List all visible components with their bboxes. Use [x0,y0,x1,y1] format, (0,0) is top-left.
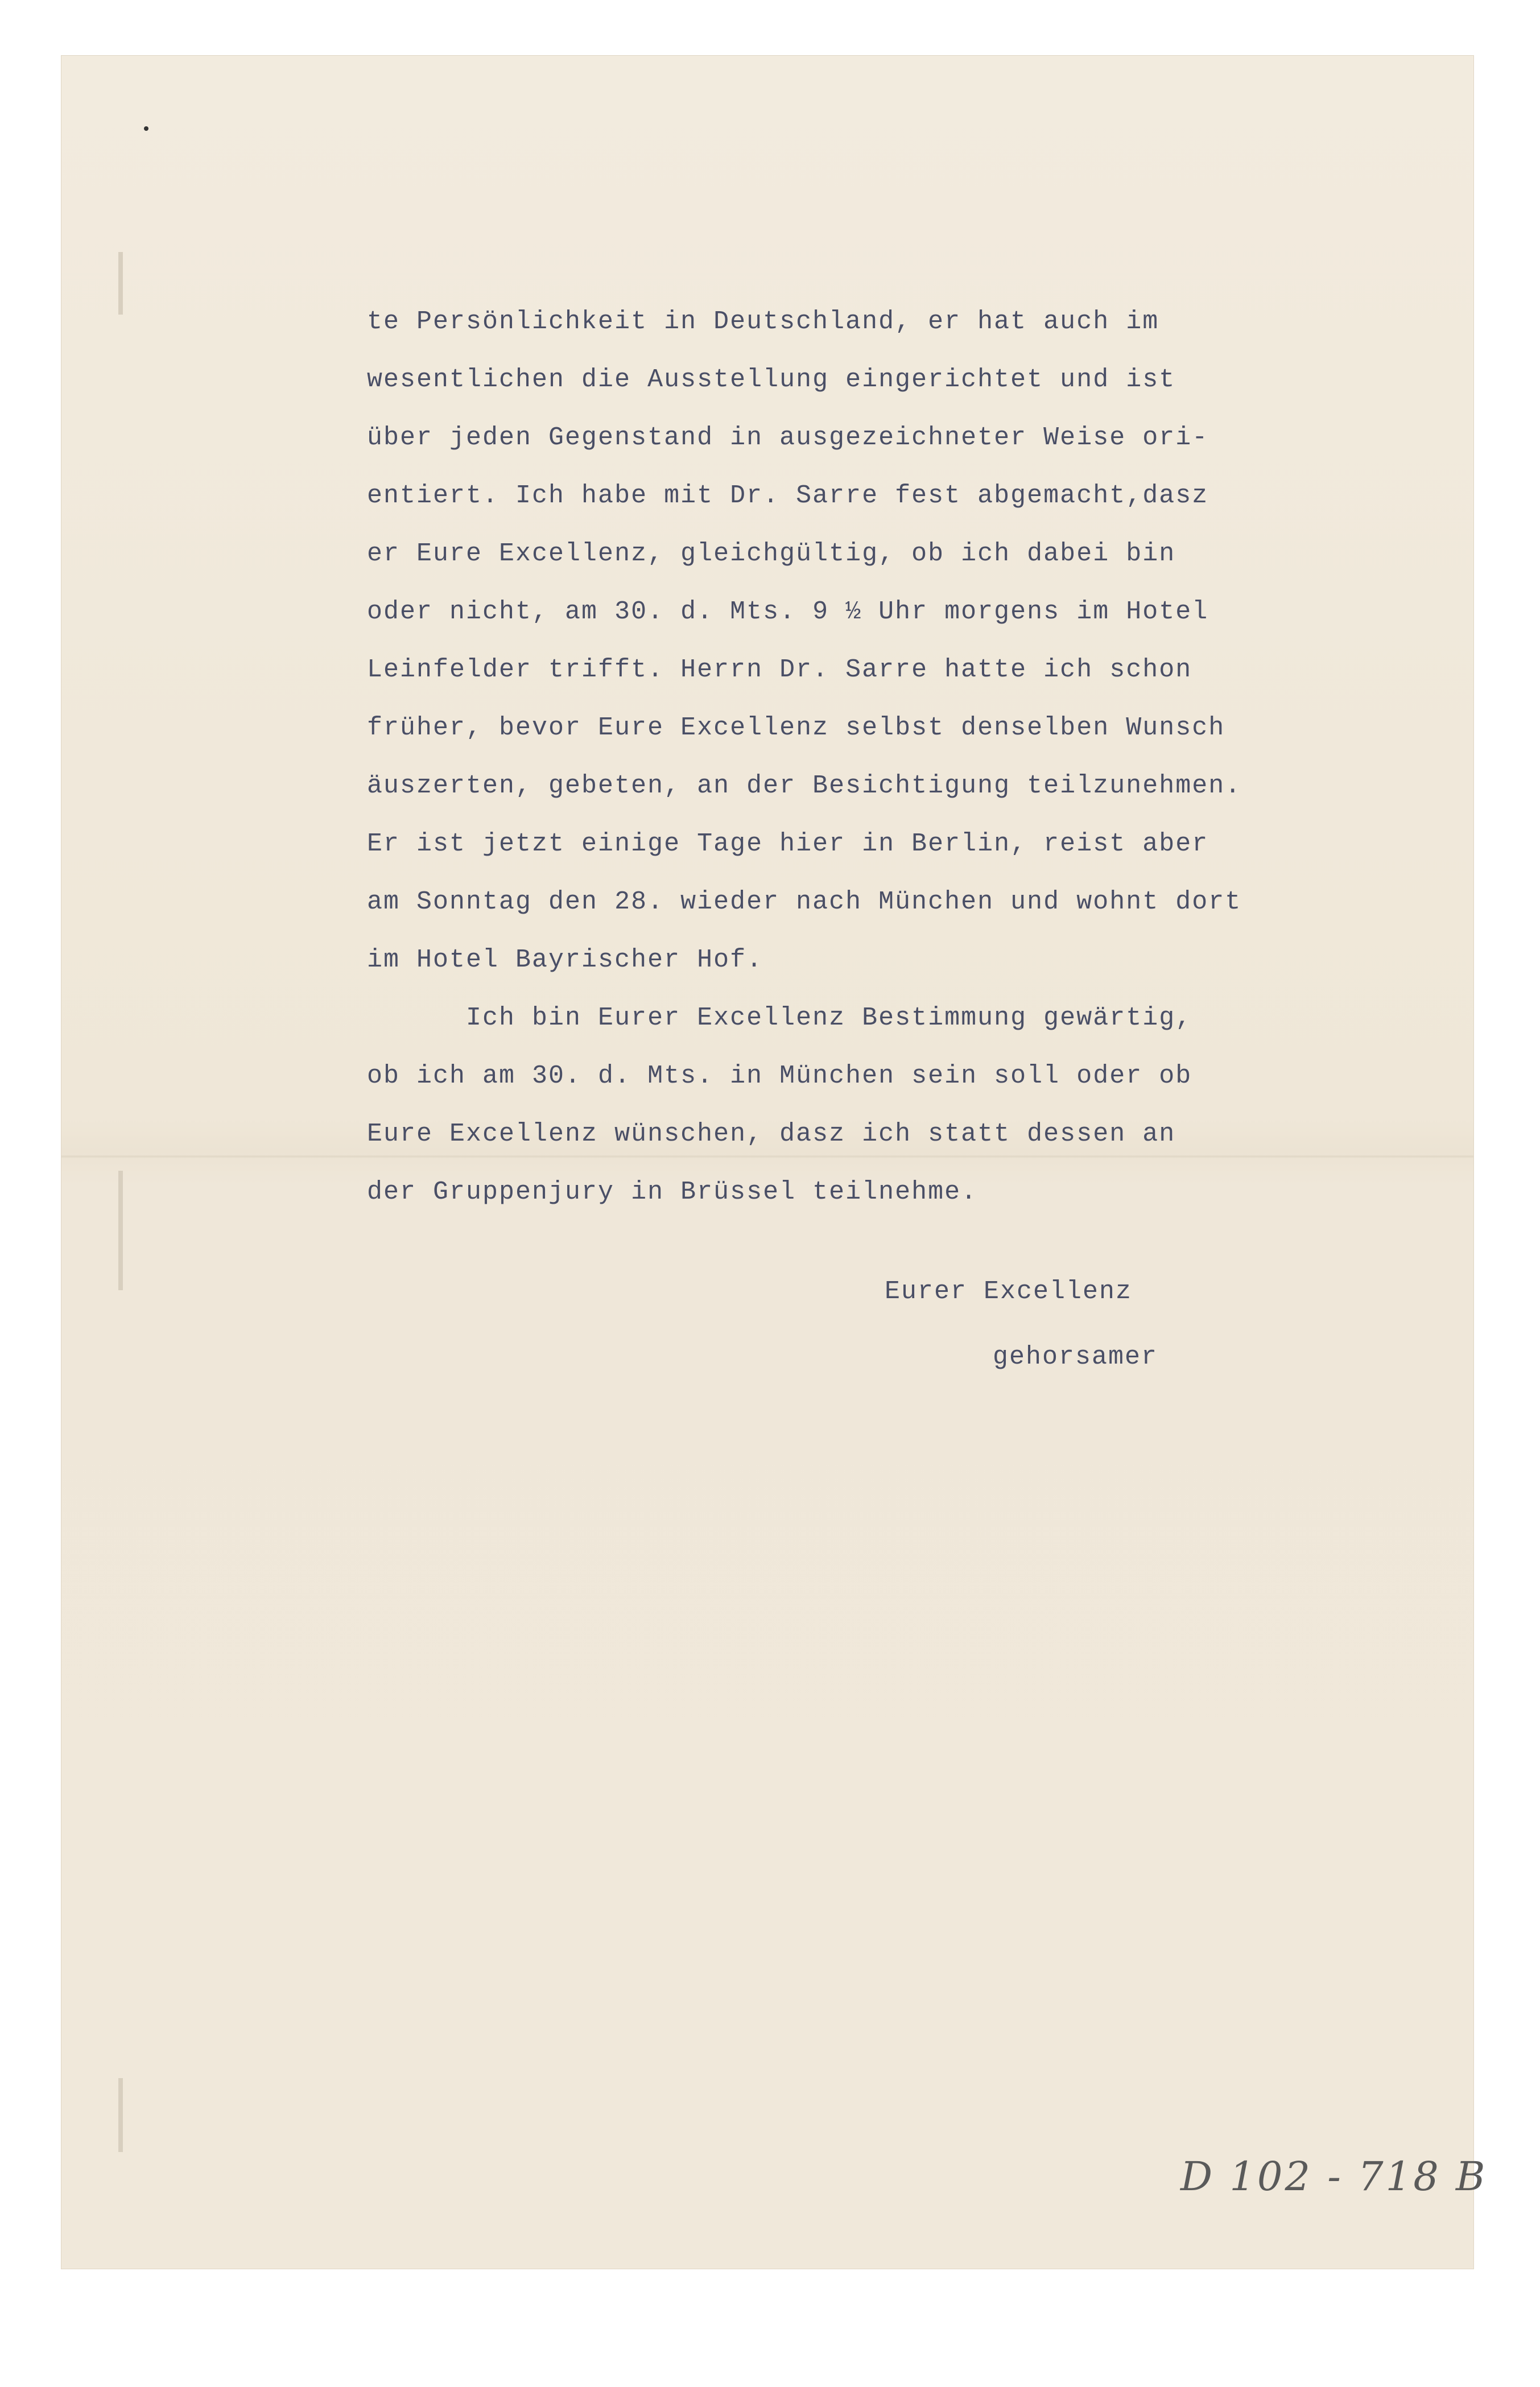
body-line: oder nicht, am 30. d. Mts. 9 ½ Uhr morgens im Hotel [367,597,1209,626]
body-line: er Eure Excellenz, gleichgültig, ob ich dabei bin [367,539,1176,568]
body-line: Er ist jetzt einige Tage hier in Berlin, reist aber [367,829,1209,858]
body-line: entiert. Ich habe mit Dr. Sarre fest abgemacht,dasz [367,481,1209,510]
punch-mark-middle [118,1171,123,1290]
body-line: äuszerten, gebeten, an der Besichtigung teilzunehmen. [367,771,1242,800]
body-line: im Hotel Bayrischer Hof. [367,945,763,974]
body-line: ob ich am 30. d. Mts. in München sein soll oder ob [367,1062,1192,1091]
punch-mark-bottom [118,2078,123,2152]
ink-speck [144,126,148,131]
archive-signature-mark: D 102 - 718 B [1180,2153,1488,2200]
body-line: früher, bevor Eure Excellenz selbst denselben Wunsch [367,713,1225,742]
punch-mark-top [118,252,123,315]
letter-body [367,293,1459,1221]
closing-signoff: gehorsamer [993,1343,1158,1372]
body-line: am Sonntag den 28. wieder nach München und wohnt dort [367,887,1242,916]
body-line: Leinfelder trifft. Herrn Dr. Sarre hatte ich schon [367,655,1192,684]
body-line: te Persönlichkeit in Deutschland, er hat auch im [367,307,1159,336]
body-line: Eure Excellenz wünschen, dasz ich statt dessen an [367,1120,1176,1149]
body-line: der Gruppenjury in Brüssel teilnehme. [367,1178,978,1207]
closing-salutation: Eurer Excellenz [885,1277,1133,1306]
body-line: über jeden Gegenstand in ausgezeichneter Weise ori- [367,423,1209,452]
body-line: Ich bin Eurer Excellenz Bestimmung gewärtig, [367,1003,1192,1033]
body-line: wesentlichen die Ausstellung eingerichtet und ist [367,365,1176,394]
